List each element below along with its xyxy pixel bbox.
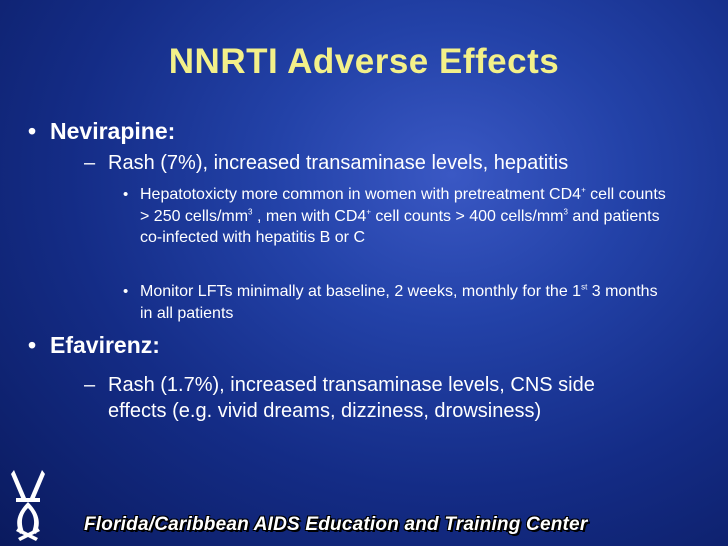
detail-text-b: 3 months in all patients (140, 283, 658, 322)
section-heading-nevirapine (28, 118, 176, 145)
superscript-st: st (581, 282, 588, 292)
aids-ribbon-figure-logo-icon (2, 468, 54, 544)
bullet-icon: • (123, 283, 129, 300)
section-heading-efavirenz (28, 332, 160, 359)
detail-text-d: cell counts > 400 cells/mm (370, 207, 564, 225)
subpoint-nevirapine (84, 150, 688, 176)
bullet-icon: • (28, 118, 37, 144)
section-heading-label: Nevirapine: (50, 118, 176, 144)
dash-icon: – (84, 152, 96, 174)
detail-text-a: Hepatotoxicty more common in women with pretreatment CD4 (140, 186, 582, 203)
detail-hepatotoxicity (123, 184, 670, 249)
section-heading-label: Efavirenz: (50, 332, 160, 358)
subpoint-text: Rash (7%), increased transaminase levels, hepatitis (108, 152, 569, 174)
dash-icon: – (84, 374, 96, 396)
detail-text-c: , men with CD4 (252, 207, 367, 225)
bullet-icon: • (123, 186, 129, 203)
subpoint-text: Rash (1.7%), increased transaminase levels, CNS side effects (e.g. vivid dreams, dizziness, drowsiness) (108, 374, 595, 422)
superscript-3: 3 (563, 207, 568, 217)
slide-title: NNRTI Adverse Effects (168, 42, 560, 81)
subpoint-efavirenz (84, 372, 656, 424)
detail-text-b: cell counts > 250 cells/mm (140, 186, 666, 225)
detail-text-e: and patients co-infected with hepatitis B or C (140, 207, 660, 246)
superscript-plus: + (366, 207, 371, 217)
superscript-3: 3 (248, 207, 253, 217)
footer-organization-name: Florida/Caribbean AIDS Education and Training Center (84, 514, 588, 535)
bullet-icon: • (28, 332, 37, 358)
detail-monitor-lfts (123, 281, 670, 324)
detail-text-a: Monitor LFTs minimally at baseline, 2 weeks, monthly for the 1 (140, 283, 582, 300)
superscript-plus: + (581, 185, 586, 195)
